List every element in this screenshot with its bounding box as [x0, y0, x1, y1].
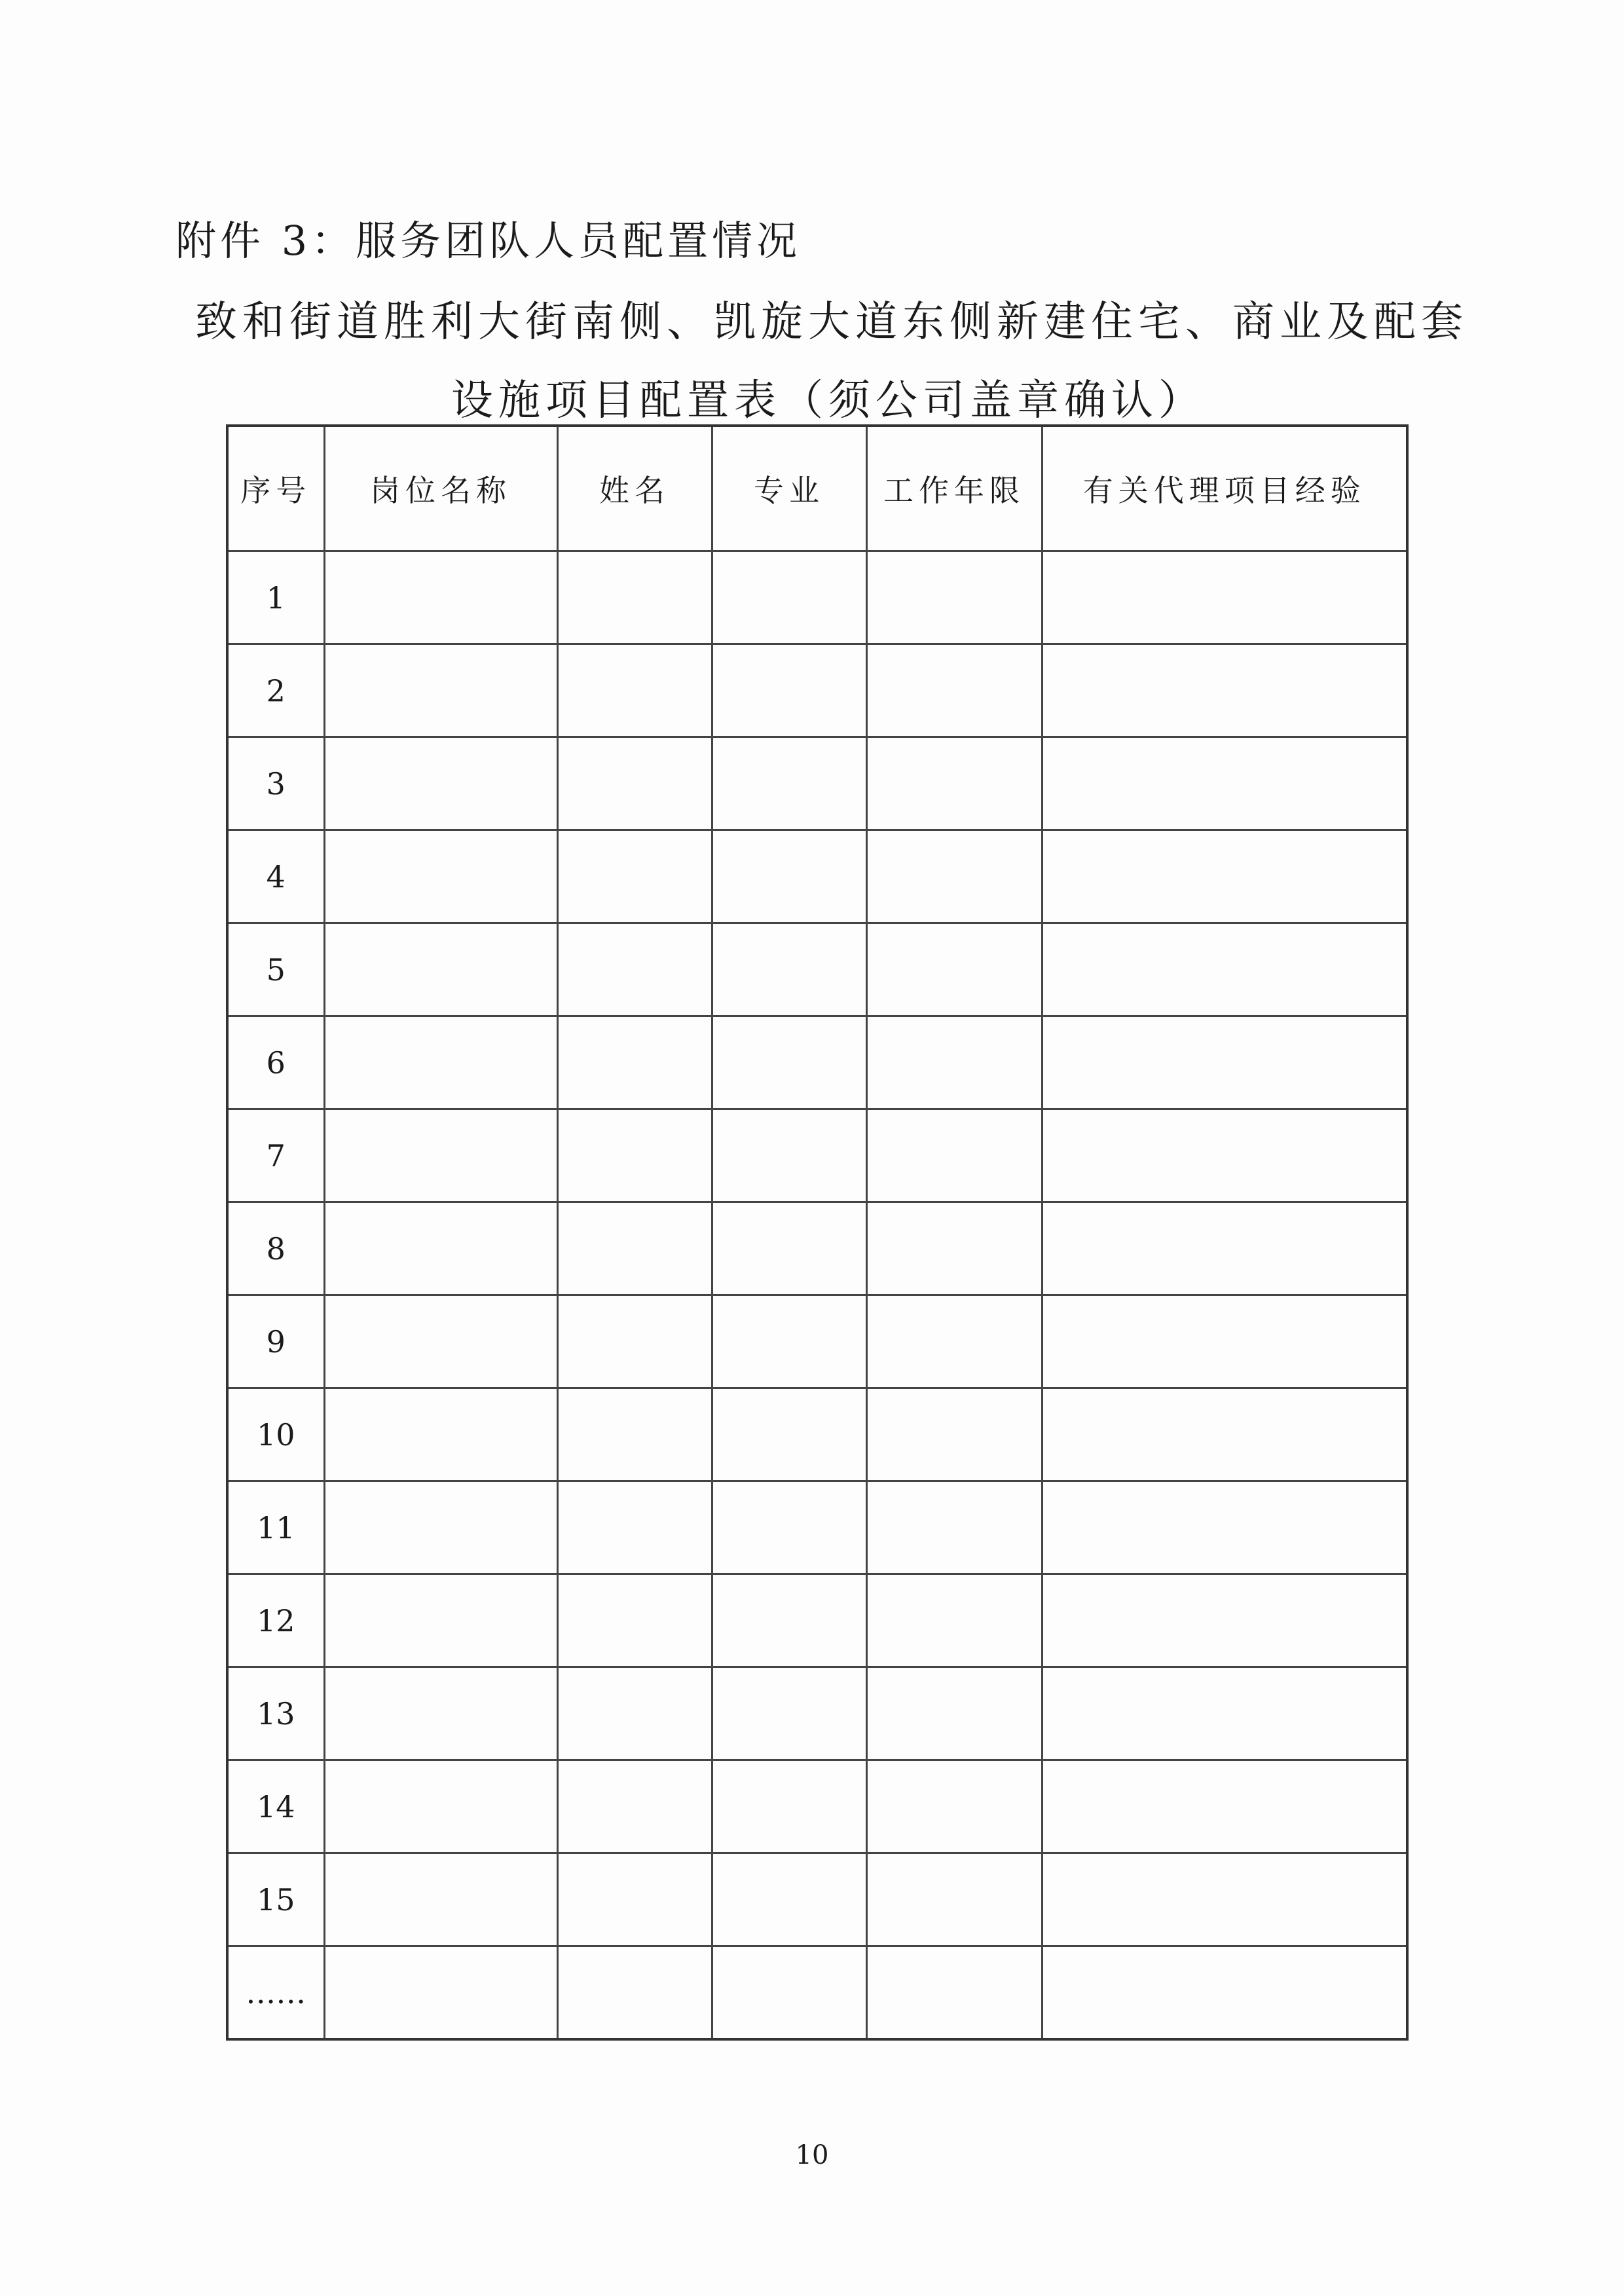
header-working-years: 工作年限: [866, 426, 1042, 551]
working-years-cell[interactable]: [866, 1853, 1042, 1946]
position-name-cell[interactable]: [324, 1295, 557, 1388]
working-years-cell[interactable]: [866, 1295, 1042, 1388]
row-serial-number: 5: [227, 923, 324, 1016]
project-experience-cell[interactable]: [1042, 1667, 1407, 1760]
project-experience-cell[interactable]: [1042, 1016, 1407, 1109]
table-row: [227, 1202, 1407, 1295]
working-years-cell[interactable]: [866, 737, 1042, 830]
project-experience-cell[interactable]: [1042, 551, 1407, 644]
row-serial-number: 14: [227, 1760, 324, 1853]
position-name-cell[interactable]: [324, 1481, 557, 1574]
position-name-cell[interactable]: [324, 1016, 557, 1109]
row-serial-number: 9: [227, 1295, 324, 1388]
project-experience-cell[interactable]: [1042, 1109, 1407, 1202]
header-person-name: 姓名: [557, 426, 712, 551]
working-years-cell[interactable]: [866, 1016, 1042, 1109]
person-name-cell[interactable]: [557, 1295, 712, 1388]
row-serial-number: 11: [227, 1481, 324, 1574]
project-experience-cell[interactable]: [1042, 830, 1407, 923]
working-years-cell[interactable]: [866, 644, 1042, 737]
project-experience-cell[interactable]: [1042, 737, 1407, 830]
person-name-cell[interactable]: [557, 737, 712, 830]
position-name-cell[interactable]: [324, 1388, 557, 1481]
person-name-cell[interactable]: [557, 1853, 712, 1946]
working-years-cell[interactable]: [866, 1109, 1042, 1202]
specialty-cell[interactable]: [712, 1016, 866, 1109]
project-experience-cell[interactable]: [1042, 1295, 1407, 1388]
table-row: [227, 1481, 1407, 1574]
row-serial-number: 8: [227, 1202, 324, 1295]
person-name-cell[interactable]: [557, 1109, 712, 1202]
row-serial-number: ……: [227, 1946, 324, 2040]
table-title-line-1: 致和街道胜利大街南侧、凯旋大道东侧新建住宅、商业及配套: [195, 298, 1468, 346]
page-number: 10: [795, 2140, 829, 2170]
position-name-cell[interactable]: [324, 1760, 557, 1853]
specialty-cell[interactable]: [712, 923, 866, 1016]
row-serial-number: 2: [227, 644, 324, 737]
row-serial-number: 7: [227, 1109, 324, 1202]
attachment-heading: 附件 3：服务团队人员配置情况: [175, 217, 802, 265]
position-name-cell[interactable]: [324, 1202, 557, 1295]
table-row: [227, 1574, 1407, 1667]
specialty-cell[interactable]: [712, 1946, 866, 2040]
table-row: [227, 1295, 1407, 1388]
table-body: [227, 551, 1407, 2040]
working-years-cell[interactable]: [866, 1202, 1042, 1295]
position-name-cell[interactable]: [324, 923, 557, 1016]
header-project-experience: 有关代理项目经验: [1042, 426, 1407, 551]
person-name-cell[interactable]: [557, 1946, 712, 2040]
project-experience-cell[interactable]: [1042, 1388, 1407, 1481]
position-name-cell[interactable]: [324, 1667, 557, 1760]
working-years-cell[interactable]: [866, 1574, 1042, 1667]
row-serial-number: 4: [227, 830, 324, 923]
position-name-cell[interactable]: [324, 551, 557, 644]
table-row: [227, 830, 1407, 923]
table-row: [227, 1016, 1407, 1109]
row-serial-number: 15: [227, 1853, 324, 1946]
specialty-cell[interactable]: [712, 1667, 866, 1760]
specialty-cell[interactable]: [712, 644, 866, 737]
staff-configuration-table: [226, 424, 1409, 2041]
position-name-cell[interactable]: [324, 1853, 557, 1946]
specialty-cell[interactable]: [712, 830, 866, 923]
project-experience-cell[interactable]: [1042, 923, 1407, 1016]
specialty-cell[interactable]: [712, 1853, 866, 1946]
table-title-line-2: 设施项目配置表（须公司盖章确认）: [451, 377, 1206, 425]
working-years-cell[interactable]: [866, 923, 1042, 1016]
specialty-cell[interactable]: [712, 1202, 866, 1295]
person-name-cell[interactable]: [557, 830, 712, 923]
person-name-cell[interactable]: [557, 1481, 712, 1574]
person-name-cell[interactable]: [557, 551, 712, 644]
person-name-cell[interactable]: [557, 1667, 712, 1760]
specialty-cell[interactable]: [712, 1574, 866, 1667]
row-serial-number: 12: [227, 1574, 324, 1667]
position-name-cell[interactable]: [324, 1574, 557, 1667]
header-serial-number: 序号: [227, 426, 324, 551]
specialty-cell[interactable]: [712, 1109, 866, 1202]
project-experience-cell[interactable]: [1042, 1853, 1407, 1946]
person-name-cell[interactable]: [557, 1202, 712, 1295]
working-years-cell[interactable]: [866, 1946, 1042, 2040]
person-name-cell[interactable]: [557, 644, 712, 737]
table-row: [227, 551, 1407, 644]
specialty-cell[interactable]: [712, 1481, 866, 1574]
header-specialty: 专业: [712, 426, 866, 551]
person-name-cell[interactable]: [557, 1574, 712, 1667]
table-row: [227, 737, 1407, 830]
table-row: [227, 1667, 1407, 1760]
person-name-cell[interactable]: [557, 1388, 712, 1481]
table-row: [227, 1109, 1407, 1202]
table-row: [227, 1760, 1407, 1853]
table-row: [227, 1853, 1407, 1946]
working-years-cell[interactable]: [866, 1388, 1042, 1481]
specialty-cell[interactable]: [712, 737, 866, 830]
person-name-cell[interactable]: [557, 1016, 712, 1109]
row-serial-number: 6: [227, 1016, 324, 1109]
row-serial-number: 10: [227, 1388, 324, 1481]
position-name-cell[interactable]: [324, 1109, 557, 1202]
specialty-cell[interactable]: [712, 1388, 866, 1481]
position-name-cell[interactable]: [324, 830, 557, 923]
working-years-cell[interactable]: [866, 1667, 1042, 1760]
specialty-cell[interactable]: [712, 1760, 866, 1853]
working-years-cell[interactable]: [866, 1760, 1042, 1853]
working-years-cell[interactable]: [866, 1481, 1042, 1574]
row-serial-number: 3: [227, 737, 324, 830]
table-row: [227, 1946, 1407, 2040]
project-experience-cell[interactable]: [1042, 1481, 1407, 1574]
project-experience-cell[interactable]: [1042, 1946, 1407, 2040]
project-experience-cell[interactable]: [1042, 1760, 1407, 1853]
specialty-cell[interactable]: [712, 551, 866, 644]
person-name-cell[interactable]: [557, 1760, 712, 1853]
project-experience-cell[interactable]: [1042, 644, 1407, 737]
working-years-cell[interactable]: [866, 551, 1042, 644]
row-serial-number: 13: [227, 1667, 324, 1760]
project-experience-cell[interactable]: [1042, 1202, 1407, 1295]
table-header-row: [227, 426, 1407, 551]
specialty-cell[interactable]: [712, 1295, 866, 1388]
position-name-cell[interactable]: [324, 737, 557, 830]
table-row: [227, 1388, 1407, 1481]
row-serial-number: 1: [227, 551, 324, 644]
table-row: [227, 923, 1407, 1016]
position-name-cell[interactable]: [324, 644, 557, 737]
working-years-cell[interactable]: [866, 830, 1042, 923]
header-position-name: 岗位名称: [324, 426, 557, 551]
person-name-cell[interactable]: [557, 923, 712, 1016]
project-experience-cell[interactable]: [1042, 1574, 1407, 1667]
position-name-cell[interactable]: [324, 1946, 557, 2040]
table-row: [227, 644, 1407, 737]
